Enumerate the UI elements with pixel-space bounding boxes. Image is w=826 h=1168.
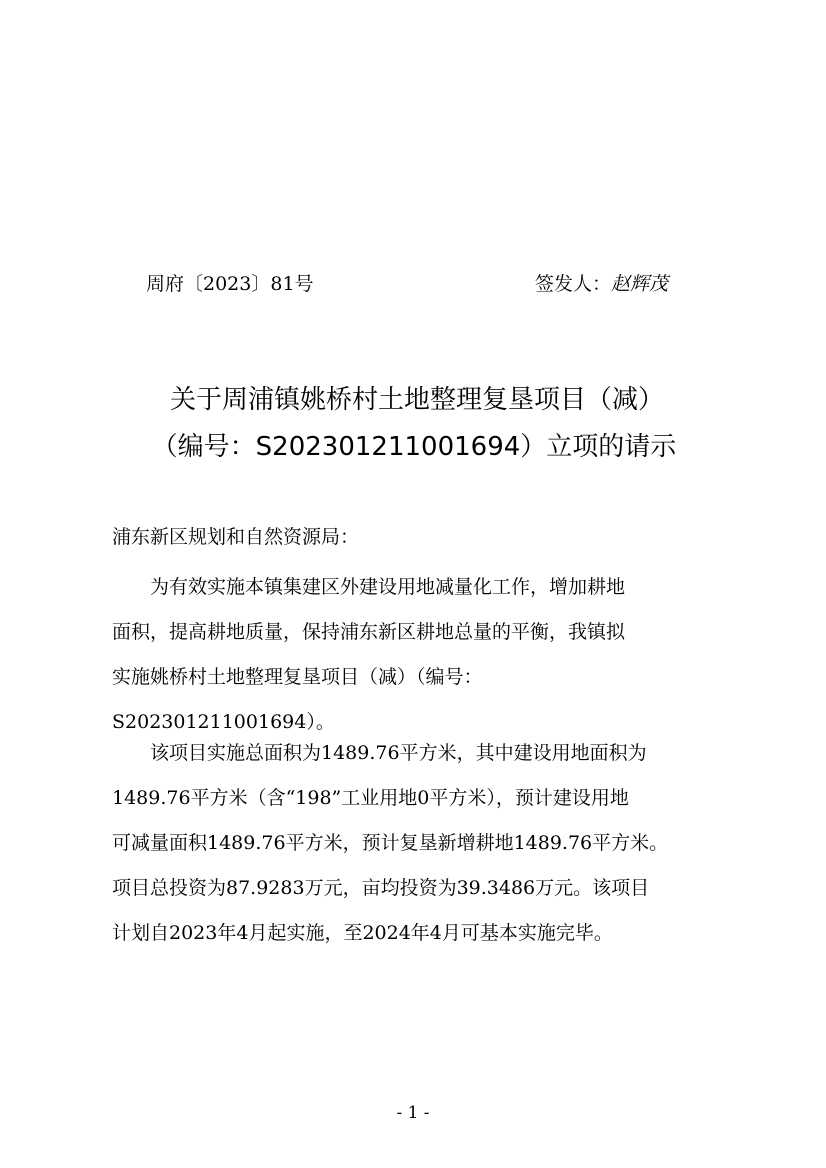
signer-label: 签发人： (535, 273, 612, 295)
paragraph-line: 实施姚桥村土地整理复垦项目（减）（编号： (112, 666, 483, 688)
page-number: - 1 - (396, 1103, 430, 1123)
body-paragraph-1 (112, 565, 724, 745)
paragraph-line: 为有效实施本镇集建区外建设用地减量化工作，增加耕地 (150, 576, 626, 598)
signer-name: 赵辉茂 (611, 273, 669, 295)
paragraph-line: 项目总投资为87.9283万元，亩均投资为39.3486万元。该项目 (112, 877, 650, 899)
paragraph-line: 可减量面积1489.76平方米，预计复垦新增耕地1489.76平方米。 (112, 832, 669, 854)
paragraph-line: 1489.76平方米（含“198”工业用地0平方米），预计建设用地 (112, 787, 629, 809)
signer (535, 270, 668, 298)
document-title-line-2: （编号：S202301211001694）立项的请示 (151, 432, 677, 462)
paragraph-line: 面积，提高耕地质量，保持浦东新区耕地总量的平衡，我镇拟 (112, 621, 626, 643)
addressee: 浦东新区规划和自然资源局： (112, 526, 360, 548)
paragraph-line: 该项目实施总面积为1489.76平方米，其中建设用地面积为 (150, 742, 647, 764)
document-number: 周府〔2023〕81号 (146, 273, 314, 295)
body-paragraph-2 (112, 731, 724, 956)
paragraph-line: S202301211001694）。 (112, 711, 335, 733)
document-title-line-1: 关于周浦镇姚桥村土地整理复垦项目（减） (169, 385, 664, 415)
paragraph-line: 计划自2023年4月起实施，至2024年4月可基本实施完毕。 (112, 922, 613, 944)
